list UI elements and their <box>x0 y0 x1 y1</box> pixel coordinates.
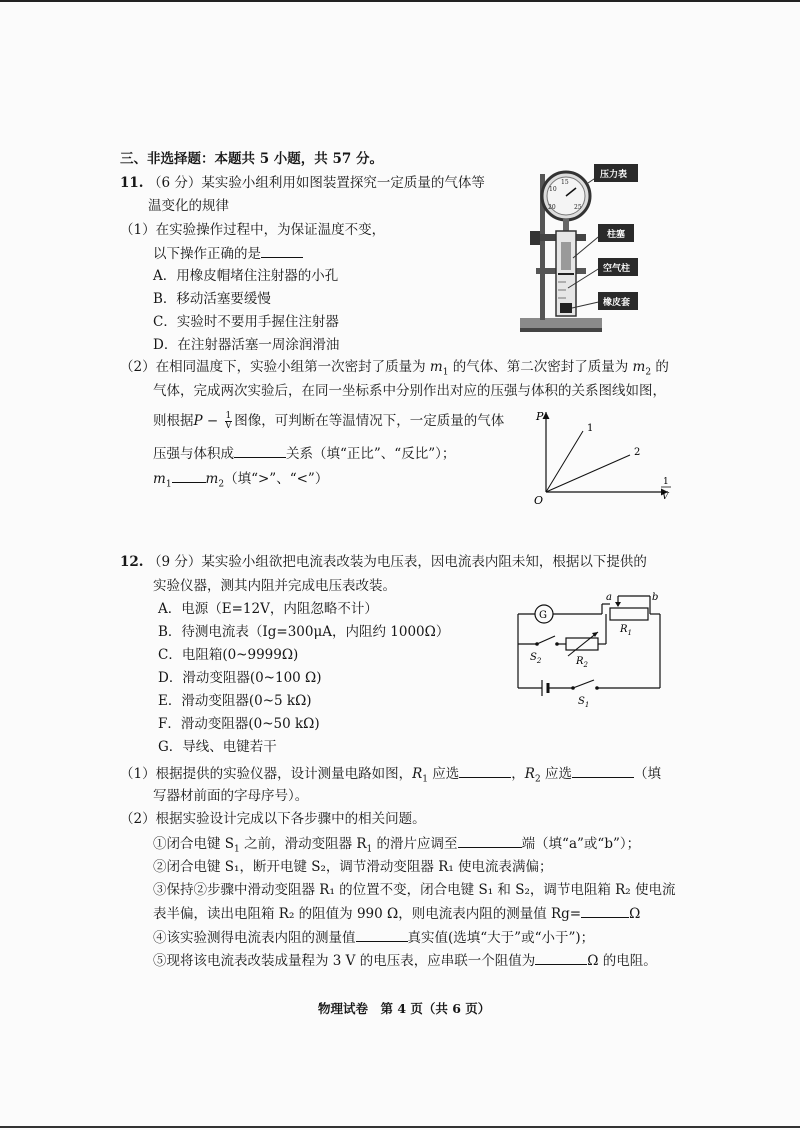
answer-blank-rg[interactable] <box>581 904 629 918</box>
q12-step4: ④该实验测得电流表内阻的测量值 真实值(选填“大于”或“小于”)； <box>153 930 595 946</box>
q12-step2: ②闭合电键 S₁，断开电键 S₂，调节滑动变阻器 R₁ 使电流表满偏； <box>153 859 553 875</box>
answer-blank-r2[interactable] <box>572 764 634 778</box>
p-inverse-v-graph <box>520 404 680 516</box>
r1-label: $R_1$ <box>620 624 632 637</box>
bottom-border <box>0 1126 800 1128</box>
q11-part2-line3: 则根据P − $\frac{1}{V}$ 图像，可判断在等温情况下，一定质量的气体 <box>153 411 505 431</box>
q12-option-f: F．滑动变阻器(0~50 kΩ) <box>158 716 320 732</box>
q11-option-c: C．实验时不要用手握住注射器 <box>153 314 339 330</box>
q11-option-a: A．用橡皮帽堵住注射器的小孔 <box>153 268 339 284</box>
q12-stem-line2: 实验仪器，测其内阻并完成电压表改装。 <box>153 578 396 594</box>
q12-stem-line1: （9 分）某实验小组欲把电流表改装为电压表，因电流表内阻未知，根据以下提供的 <box>148 554 647 570</box>
s2-label: $S_2$ <box>530 652 542 665</box>
q11-option-d: D．在注射器活塞一周涂润滑油 <box>153 337 340 353</box>
section-heading: 三、非选择题：本题共 5 小题，共 57 分。 <box>120 151 383 167</box>
rubber-cap <box>560 303 572 313</box>
apparatus-figure <box>518 158 648 336</box>
p-axis-label: P <box>536 410 544 423</box>
r2-label: $R_2$ <box>576 656 588 669</box>
q11-stem-line1: （6 分）某实验小组利用如图装置探究一定质量的气体等 <box>148 175 485 191</box>
q12-step3-line2: 表半偏，读出电阻箱 R₂ 的阻值为 990 Ω，则电流表内阻的测量值 Rg= Ω <box>153 906 641 922</box>
q12-option-a: A．电源（E=12V，内阻忽略不计） <box>158 601 378 617</box>
label-gauge: 压力表 <box>600 170 628 180</box>
q11-part2-line4: 压强与体积成 关系（填“正比”、“反比”）； <box>153 446 456 462</box>
circuit-diagram <box>510 588 670 712</box>
answer-blank[interactable] <box>172 469 206 483</box>
q12-step3-line1: ③保持②步骤中滑动变阻器 R₁ 的位置不变，闭合电键 S₁ 和 S₂，调节电阻箱 R₂ 使电流 <box>153 882 676 898</box>
top-border <box>0 0 800 2</box>
answer-blank-r1[interactable] <box>459 764 511 778</box>
q12-option-d: D．滑动变阻器(0~100 Ω) <box>158 670 322 686</box>
terminal-a-label: a <box>606 592 612 603</box>
q11-part1-line1: （1）在实验操作过程中，为保证温度不变， <box>120 222 386 238</box>
gauge-tick-20: 20 <box>548 204 556 211</box>
q11-part2-line1: （2）在相同温度下，实验小组第一次密封了质量为 $m_1$ 的气体、第二次密封了质量为 $m_2$ 的 <box>120 359 669 378</box>
q12-part1-line2: 写器材前面的字母序号）。 <box>153 788 309 804</box>
q12-step5: ⑤现将该电流表改装成量程为 3 V 的电压表，应串联一个阻值为 Ω 的电阻。 <box>153 953 657 969</box>
q12-option-g: G．导线、电键若干 <box>158 739 277 755</box>
x-axis-label-den: V <box>662 492 669 502</box>
label-plunger: 柱塞 <box>607 230 626 240</box>
q12-part2-heading: （2）根据实验设计完成以下各步骤中的相关问题。 <box>120 811 426 827</box>
slider-arrow <box>615 602 621 607</box>
gauge-tick-25: 25 <box>574 204 582 211</box>
q11-part2-line5: $m_1$ $m_2$（填“>”、“<”） <box>153 471 329 490</box>
gauge-tick-15: 15 <box>561 179 569 186</box>
graph-line-2 <box>546 455 630 492</box>
graph-line-1 <box>546 431 583 492</box>
label-rubber-sleeve: 橡皮套 <box>603 298 631 308</box>
q11-part2-line2: 气体，完成两次实验后，在同一坐标系中分别作出对应的压强与体积的关系图线如图， <box>153 383 666 399</box>
q12-part1-line1: （1）根据提供的实验仪器，设计测量电路如图，$R_1$ 应选 ，$R_2$ 应选 （填 <box>120 766 661 785</box>
q12-option-e: E．滑动变阻器(0~5 kΩ) <box>158 693 312 709</box>
q12-option-c: C．电阻箱(0~9999Ω) <box>158 647 299 663</box>
page-footer: 物理试卷 第 4 页（共 6 页） <box>318 1001 491 1016</box>
galvanometer-label: G <box>539 610 547 621</box>
answer-blank[interactable] <box>458 834 522 848</box>
q11-part1-line2: 以下操作正确的是 <box>153 244 303 263</box>
q11-option-b: B．移动活塞要缓慢 <box>153 291 271 307</box>
rheostat-r1 <box>610 608 648 620</box>
q11-stem-line2: 温变化的规律 <box>148 198 229 214</box>
q11-number: 11. <box>120 175 144 191</box>
origin-label: O <box>534 494 544 507</box>
plunger <box>561 242 571 270</box>
x-axis-label-num: 1 <box>663 477 669 487</box>
graph-line-2-label: 2 <box>634 447 641 458</box>
gauge-tick-10: 10 <box>549 186 557 193</box>
switch-s1 <box>573 680 594 688</box>
terminal-b-label: b <box>652 592 659 603</box>
label-air-column: 空气柱 <box>603 264 631 274</box>
answer-blank[interactable] <box>356 928 408 942</box>
switch-s2 <box>537 636 555 644</box>
q12-option-b: B．待测电流表（Ig=300μA，内阻约 1000Ω） <box>158 624 450 640</box>
resistance-box-r2 <box>566 638 598 650</box>
answer-blank[interactable] <box>234 444 286 458</box>
answer-blank[interactable] <box>261 244 303 258</box>
q12-step1: ①闭合电键 $S_1$ 之前，滑动变阻器 $R_1$ 的滑片应调至 端（填“a”或“b”）； <box>153 836 641 855</box>
q12-number: 12. <box>120 554 144 570</box>
answer-blank[interactable] <box>535 951 587 965</box>
graph-line-1-label: 1 <box>587 423 594 434</box>
s1-label: $S_1$ <box>578 696 590 709</box>
fraction-1-over-v: $\frac{1}{V}$ <box>225 411 232 431</box>
